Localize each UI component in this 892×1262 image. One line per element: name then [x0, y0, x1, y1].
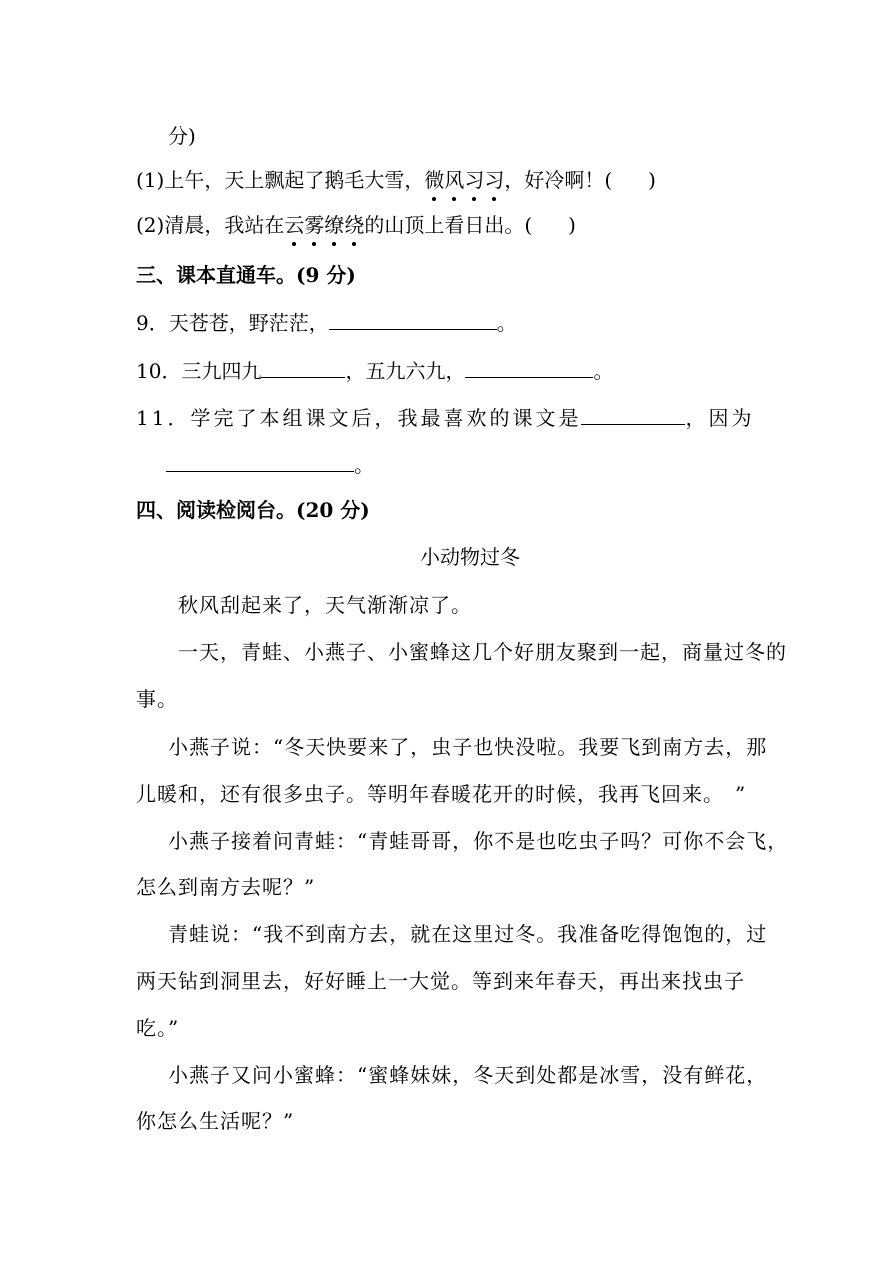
question-10	[136, 357, 613, 385]
question-11-line-2	[166, 451, 374, 479]
story-paragraph-2-line-1: 一天，青蛙、小燕子、小蜜蜂这几个好朋友聚到一起，商量过冬的	[178, 640, 787, 664]
q10-text: 三九四九	[181, 359, 262, 383]
dotted-char: 缭	[324, 213, 345, 237]
q8-item-2-text: 清晨，我站在	[164, 213, 285, 237]
dotted-char: 云	[284, 213, 305, 237]
q8-item-1-text: 上午，天上飘起了鹅毛大雪，	[164, 168, 425, 192]
q10-answer-blank-2[interactable]	[465, 357, 593, 378]
dotted-char: 绕	[344, 213, 365, 237]
q8-item-1-text-end: ，好冷啊！(	[504, 168, 613, 192]
q11-mid: ，因为	[685, 406, 755, 430]
story-paragraph-3-line-1: 小燕子说：“冬天快要来了，虫子也快没啦。我要飞到南方去，那	[168, 735, 768, 759]
story-paragraph-4-line-2: 怎么到南方去呢？”	[136, 875, 316, 899]
story-paragraph-4-line-1: 小燕子接着问青蛙：“青蛙哥哥，你不是也吃虫子吗？可你不会飞，	[168, 829, 789, 853]
q10-mid: ，五九六九，	[345, 359, 466, 383]
q11-text: 学完了本组课文后，我最喜欢的课文是	[190, 406, 582, 430]
q9-text: 天苍苍，野茫茫，	[168, 311, 329, 335]
question-11	[136, 404, 754, 432]
story-paragraph-3-line-2: 儿暖和，还有很多虫子。等明年春暖花开的时候，我再飞回来。 ”	[136, 782, 747, 806]
q8-item-2-text-end: 的山顶上看日出。(	[364, 213, 533, 237]
q8-item-1	[136, 166, 656, 194]
dotted-char: 雾	[304, 213, 325, 237]
q11-answer-blank-2[interactable]	[166, 451, 354, 472]
q9-answer-blank[interactable]	[329, 309, 497, 330]
q11-number: 11．	[136, 406, 191, 430]
dotted-char: 习	[464, 168, 485, 192]
section-4-title: 四、阅读检阅台。(20 分)	[136, 498, 370, 522]
dotted-char: 微	[424, 168, 445, 192]
story-paragraph-6-line-1: 小燕子又问小蜜蜂：“蜜蜂妹妹，冬天到处都是冰雪，没有鲜花，	[168, 1063, 768, 1087]
q11-end: 。	[354, 453, 374, 477]
q11-answer-blank-1[interactable]	[581, 404, 685, 425]
q9-number: 9．	[136, 311, 169, 335]
paren-close: )	[648, 168, 656, 192]
story-paragraph-5-line-2: 两天钻到洞里去，好好睡上一大觉。等到来年春天，再出来找虫子	[136, 969, 745, 993]
question-9	[136, 309, 517, 337]
q9-end: 。	[496, 311, 517, 335]
q8-item-2	[136, 211, 576, 239]
story-paragraph-6-line-2: 你怎么生活呢？”	[136, 1109, 295, 1133]
paren-close: )	[568, 213, 576, 237]
section-3-title: 三、课本直通车。(9 分)	[136, 263, 356, 287]
q10-number: 10．	[136, 359, 182, 383]
q8-item-2-number: (2)	[136, 213, 165, 237]
q10-end: 。	[593, 359, 614, 383]
story-paragraph-2-line-2: 事。	[136, 687, 178, 711]
story-paragraph-5-line-3: 吃。”	[136, 1016, 180, 1040]
story-paragraph-5-line-1: 青蛙说：“我不到南方去，就在这里过冬。我准备吃得饱饱的，过	[168, 922, 768, 946]
dotted-char: 风	[444, 168, 465, 192]
q8-score-tail: 分)	[168, 124, 196, 148]
dotted-char: 习	[484, 168, 505, 192]
q10-answer-blank-1[interactable]	[261, 357, 345, 378]
story-paragraph-1: 秋风刮起来了，天气渐渐凉了。	[178, 593, 472, 617]
q8-item-1-number: (1)	[136, 168, 165, 192]
story-title: 小动物过冬	[420, 545, 520, 569]
